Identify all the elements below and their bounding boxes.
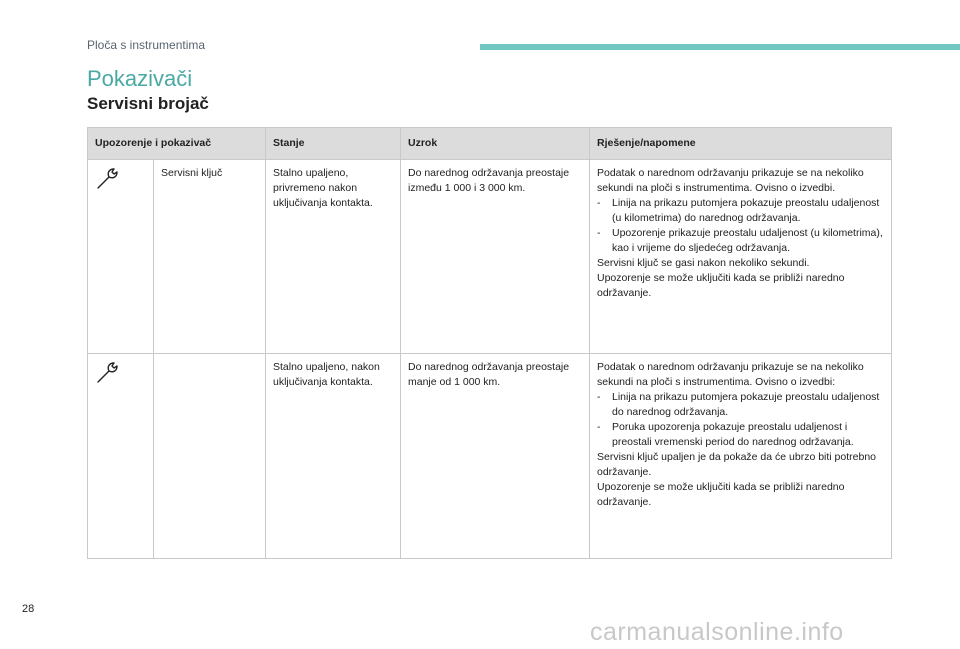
state-cell: Stalno upaljeno, privremeno nakon uključivanja kontakta. xyxy=(266,160,401,354)
list-item: - Poruka upozorenja pokazuje preostalu udaljenost i preostali vremenski period do narednog održavanja. xyxy=(597,420,884,450)
header-accent-bar xyxy=(480,44,960,50)
solution-intro: Podatak o narednom održavanju prikazuje se na nekoliko sekundi na ploči s instrumentima. Ovisno o izvedbi. xyxy=(597,167,864,194)
solution-note: Servisni ključ se gasi nakon nekoliko sekundi. xyxy=(597,257,810,269)
watermark: carmanualsonline.info xyxy=(590,618,844,646)
solution-cell xyxy=(590,354,892,559)
table-row xyxy=(88,354,892,559)
solution-note: Upozorenje se može uključiti kada se približi naredno održavanje. xyxy=(597,272,845,299)
list-item: - Linija na prikazu putomjera pokazuje preostalu udaljenost do narednog održavanja. xyxy=(597,390,884,420)
subsection-title: Servisni brojač xyxy=(87,94,209,113)
list-item: - Linija na prikazu putomjera pokazuje preostalu udaljenost (u kilometrima) do narednog održavanja. xyxy=(597,196,884,226)
solution-list xyxy=(597,196,884,256)
column-header-state: Stanje xyxy=(266,128,401,160)
solution-cell xyxy=(590,160,892,354)
indicator-name xyxy=(154,354,266,559)
indicator-name: Servisni ključ xyxy=(154,160,266,354)
page-number: 28 xyxy=(22,603,35,615)
indicator-icon-cell xyxy=(88,354,154,559)
table-row xyxy=(88,160,892,354)
service-indicator-table xyxy=(87,127,892,559)
cause-cell: Do narednog održavanja preostaje manje od 1 000 km. xyxy=(401,354,590,559)
solution-note: Servisni ključ upaljen je da pokaže da će ubrzo biti potrebno održavanje. xyxy=(597,451,877,478)
column-header-cause: Uzrok xyxy=(401,128,590,160)
cause-cell: Do narednog održavanja preostaje između 1 000 i 3 000 km. xyxy=(401,160,590,354)
solution-note: Upozorenje se može uključiti kada se približi naredno održavanje. xyxy=(597,481,845,508)
solution-list xyxy=(597,390,884,450)
solution-intro: Podatak o narednom održavanju prikazuje se na nekoliko sekundi na ploči s instrumentima. Ovisno o izvedbi: xyxy=(597,361,864,388)
list-item: - Upozorenje prikazuje preostalu udaljenost (u kilometrima), kao i vrijeme do sljedećeg održavanja. xyxy=(597,226,884,256)
indicator-icon-cell xyxy=(88,160,154,354)
column-header-warning: Upozorenje i pokazivač xyxy=(88,128,266,160)
chapter-title: Ploča s instrumentima xyxy=(87,38,206,52)
column-header-solution: Rješenje/napomene xyxy=(590,128,892,160)
table-header-row xyxy=(88,128,892,160)
section-title: Pokazivači xyxy=(87,66,193,91)
wrench-icon xyxy=(95,360,121,386)
wrench-icon xyxy=(95,166,121,192)
state-cell: Stalno upaljeno, nakon uključivanja kontakta. xyxy=(266,354,401,559)
